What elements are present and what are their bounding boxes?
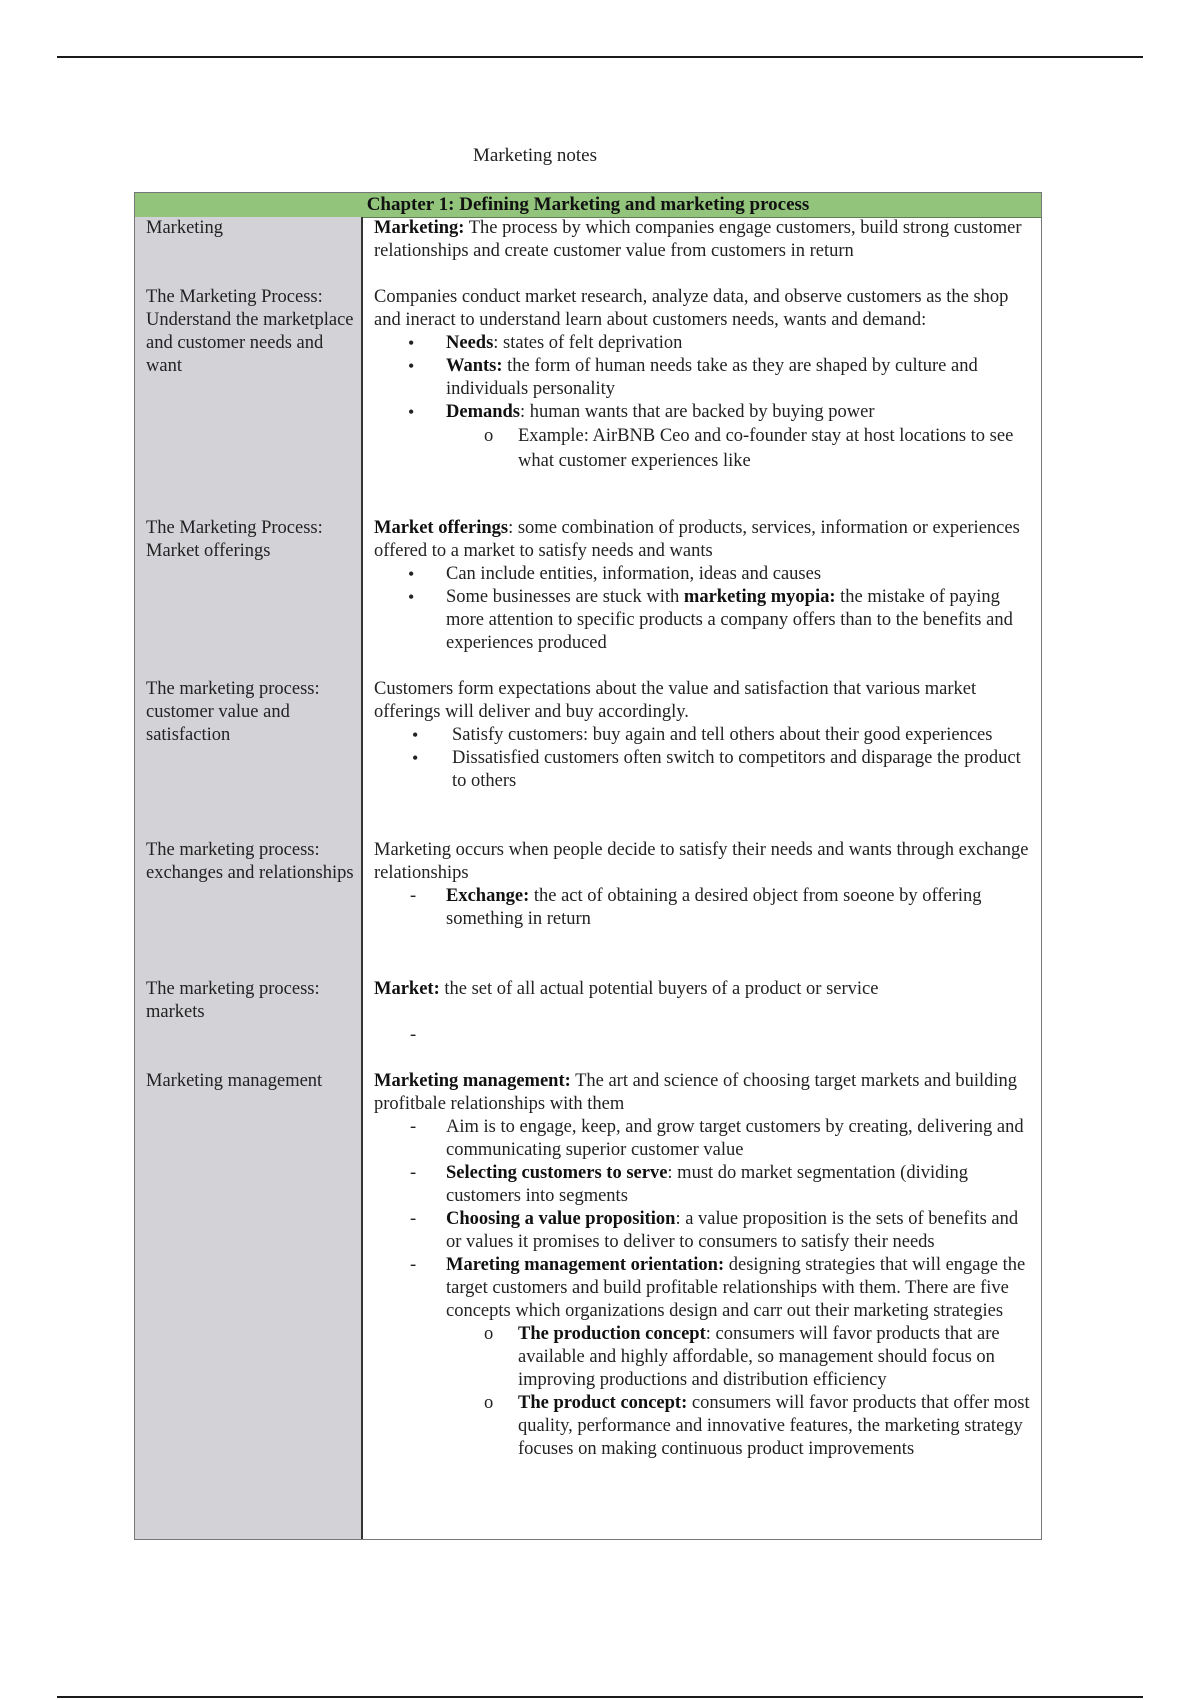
term: marketing myopia:: [683, 587, 836, 607]
notes-table: [134, 192, 1042, 1540]
note-cell-understand-marketplace: [374, 286, 1034, 474]
list-item: [374, 1162, 1034, 1208]
intro-text: Companies conduct market research, analyze data, and observe customers as the shop and ineract to understand learn about customers needs, wants and demand:: [374, 287, 1009, 330]
note-cell-marketing: [374, 217, 1034, 263]
definition: the mistake of paying more attention to specific products a company offers than to the benefits and experiences produced: [446, 587, 1013, 653]
term: Marketing:: [374, 218, 465, 238]
term: Exchange:: [446, 886, 530, 906]
dash-list: [374, 885, 1034, 931]
definition: : a value proposition is the sets of benefits and or values it promises to deliver to consumers to satisfy their needs: [446, 1209, 1019, 1252]
term: Marketing management:: [374, 1071, 571, 1091]
list-item: [374, 401, 1034, 424]
definition: : human wants that are backed by buying power: [520, 402, 875, 422]
sub-list: [374, 424, 1034, 474]
list-item: - Aim is to engage, keep, and grow target customers by creating, delivering and communicating superior customer value: [374, 1116, 1034, 1162]
text: Some businesses are stuck with: [446, 587, 684, 607]
topic-label-markets: The marketing process: markets: [146, 979, 320, 1022]
topic-label-marketing-management: Marketing management: [146, 1071, 323, 1091]
term: Wants:: [446, 356, 503, 376]
term: Choosing a value proposition: [446, 1209, 676, 1229]
list-item: • Can include entities, information, ideas and causes: [374, 563, 1034, 586]
list-item: [374, 355, 1034, 401]
definition: : states of felt deprivation: [493, 333, 683, 353]
term: Selecting customers to serve: [446, 1163, 668, 1183]
intro-text: Marketing occurs when people decide to satisfy their needs and wants through exchange relationships: [374, 840, 1029, 883]
bottom-rule: [57, 1696, 1143, 1698]
note-cell-marketing-management: [374, 1070, 1034, 1461]
list-item: [374, 1323, 1034, 1392]
topic-label-understand-marketplace: The Marketing Process: Understand the marketplace and customer needs and want: [146, 287, 354, 376]
list-item: [374, 1392, 1034, 1461]
definition: the act of obtaining a desired object from soeone by offering something in return: [446, 886, 982, 929]
definition: : consumers will favor products that are available and highly affordable, so management should focus on improving productions and distribution efficiency: [518, 1324, 1000, 1390]
term: Needs: [446, 333, 494, 353]
definition: : some combination of products, services, information or experiences offered to a market to satisfy needs and wants: [374, 518, 1020, 561]
sub-list: [374, 1323, 1034, 1461]
bullet-list: [374, 563, 1034, 655]
definition: designing strategies that will engage the target customers and build profitable relationships with them. There are five concepts which organizations design and carr out their marketing strategies: [446, 1255, 1026, 1321]
term: Market offerings: [374, 518, 509, 538]
chapter-header: Chapter 1: Defining Marketing and marketing process: [135, 193, 1041, 218]
topic-label-exchanges: The marketing process: exchanges and relationships: [146, 840, 354, 883]
top-rule: [57, 56, 1143, 58]
definition: : must do market segmentation (dividing customers into segments: [446, 1163, 969, 1206]
definition: consumers will favor products that offer most quality, performance and innovative features, the marketing strategy focuses on making continuous product improvements: [518, 1393, 1030, 1459]
term: The production concept: [518, 1324, 706, 1344]
topic-label-customer-value: The marketing process: customer value and satisfaction: [146, 679, 320, 745]
list-item: [374, 885, 1034, 931]
intro-text: Customers form expectations about the value and satisfaction that various market offerings will deliver and buy accordingly.: [374, 679, 977, 722]
definition: The art and science of choosing target markets and building profitbale relationships with them: [374, 1071, 1018, 1114]
list-item: [374, 1208, 1034, 1254]
list-item: • Dissatisfied customers often switch to competitors and disparage the product to others: [374, 747, 1034, 793]
definition: The process by which companies engage customers, build strong customer relationships and create customer value from customers in return: [374, 218, 1022, 261]
list-item: [374, 332, 1034, 355]
list-item: • Satisfy customers: buy again and tell others about their good experiences: [374, 724, 1034, 747]
definition: the form of human needs take as they are shaped by culture and individuals personality: [446, 356, 978, 399]
document-title: Marketing notes: [473, 145, 598, 166]
list-item: [374, 586, 1034, 655]
topic-label-marketing: Marketing: [146, 218, 224, 238]
note-cell-customer-value: [374, 678, 1034, 793]
note-cell-exchanges: [374, 839, 1034, 931]
bullet-list: [374, 332, 1034, 424]
note-cell-market-offerings: [374, 517, 1034, 655]
bullet-list: [374, 724, 1034, 793]
dash-list: [374, 1116, 1034, 1323]
term: Demands: [446, 402, 521, 422]
term: Mareting management orientation:: [446, 1255, 725, 1275]
term: Market:: [374, 979, 440, 999]
list-item: o Example: AirBNB Ceo and co-founder stay at host locations to see what customer experiences like: [374, 424, 1034, 474]
topic-label-market-offerings: The Marketing Process: Market offerings: [146, 518, 323, 561]
term: The product concept:: [518, 1393, 688, 1413]
definition: the set of all actual potential buyers of a product or service: [439, 979, 879, 999]
note-cell-markets: [374, 978, 1034, 1047]
empty-dash: -: [410, 1025, 417, 1045]
list-item: [374, 1254, 1034, 1323]
